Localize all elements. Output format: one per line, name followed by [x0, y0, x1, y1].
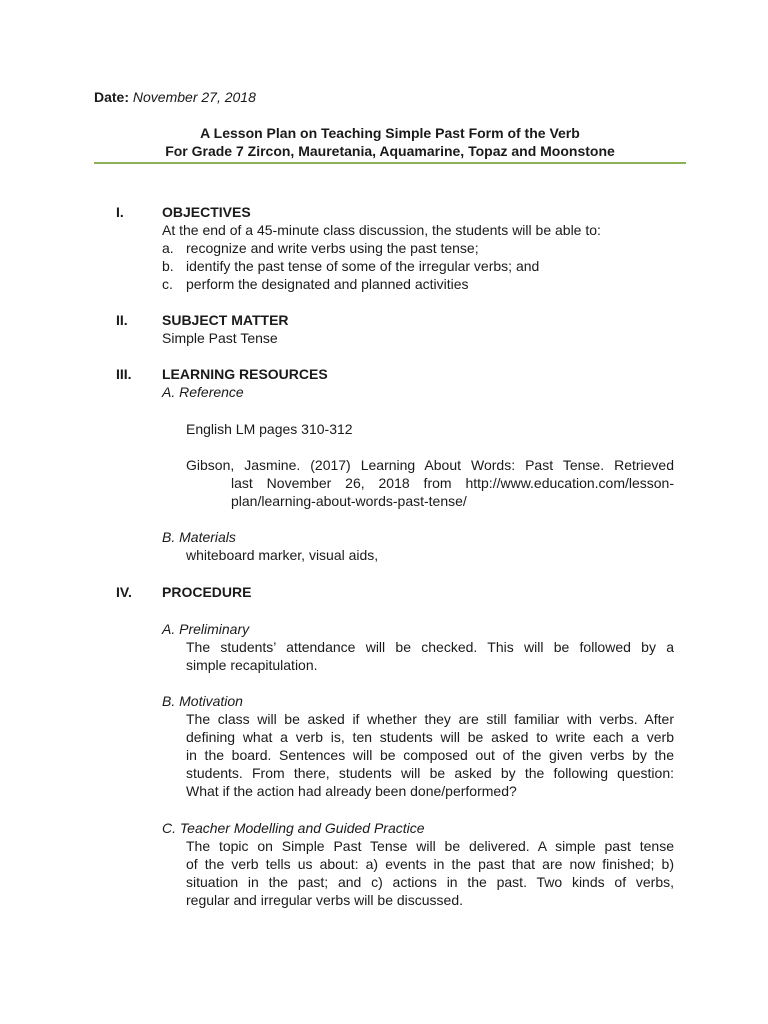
objective-item: recognize and write verbs using the past tense;	[186, 240, 479, 256]
preliminary-label: A. Preliminary	[162, 621, 250, 637]
document-title: A Lesson Plan on Teaching Simple Past Form of the Verb	[200, 125, 580, 141]
modelling-text: The topic on Simple Past Tense will be delivered. A simple past tense	[186, 838, 674, 854]
motivation-text: defining what a verb is, ten students will be asked to write each a verb	[186, 729, 674, 745]
objective-marker: b.	[162, 258, 174, 274]
preliminary-text: simple recapitulation.	[186, 657, 318, 673]
subject-matter-numeral: II.	[116, 312, 128, 328]
objectives-numeral: I.	[116, 204, 124, 220]
procedure-heading: PROCEDURE	[162, 584, 252, 600]
motivation-text: in the board. Sentences will be composed out of the given verbs by the	[186, 747, 674, 763]
motivation-text: The class will be asked if whether they are still familiar with verbs. After	[186, 711, 674, 727]
objective-marker: a.	[162, 240, 174, 256]
subject-matter-text: Simple Past Tense	[162, 330, 278, 346]
subject-matter-heading: SUBJECT MATTER	[162, 312, 289, 328]
reference-item: Gibson, Jasmine. (2017) Learning About Words: Past Tense. Retrieved	[186, 457, 674, 473]
date-line	[94, 88, 256, 106]
motivation-label: B. Motivation	[162, 693, 243, 709]
objective-item: perform the designated and planned activities	[186, 276, 469, 292]
reference-label: A. Reference	[162, 384, 244, 400]
modelling-label: C. Teacher Modelling and Guided Practice	[162, 820, 425, 836]
reference-item: English LM pages 310-312	[186, 421, 353, 437]
date-value: November 27, 2018	[132, 89, 256, 105]
reference-item-continued: plan/learning-about-words-past-tense/	[231, 493, 467, 509]
date-label: Date:	[94, 89, 130, 105]
reference-item-continued: last November 26, 2018 from http://www.education.com/lesson-	[231, 475, 674, 491]
objectives-heading: OBJECTIVES	[162, 204, 251, 220]
learning-resources-numeral: III.	[116, 366, 132, 382]
title-rule	[94, 162, 686, 164]
procedure-numeral: IV.	[116, 584, 132, 600]
materials-label: B. Materials	[162, 529, 236, 545]
learning-resources-heading: LEARNING RESOURCES	[162, 366, 328, 382]
preliminary-text: The students’ attendance will be checked. This will be followed by a	[186, 639, 674, 655]
modelling-text: situation in the past; and c) actions in the past. Two kinds of verbs,	[186, 874, 674, 890]
objective-item: identify the past tense of some of the irregular verbs; and	[186, 258, 540, 274]
motivation-text: What if the action had already been done/performed?	[186, 783, 517, 799]
motivation-text: students. From there, students will be asked by the following question:	[186, 765, 674, 781]
document-subtitle: For Grade 7 Zircon, Mauretania, Aquamarine, Topaz and Moonstone	[165, 143, 615, 159]
modelling-text: regular and irregular verbs will be discussed.	[186, 892, 464, 908]
modelling-text: of the verb tells us about: a) events in the past that are now finished; b)	[186, 856, 674, 872]
materials-text: whiteboard marker, visual aids,	[186, 547, 379, 563]
objective-marker: c.	[162, 276, 173, 292]
objectives-intro: At the end of a 45-minute class discussion, the students will be able to:	[162, 222, 601, 238]
